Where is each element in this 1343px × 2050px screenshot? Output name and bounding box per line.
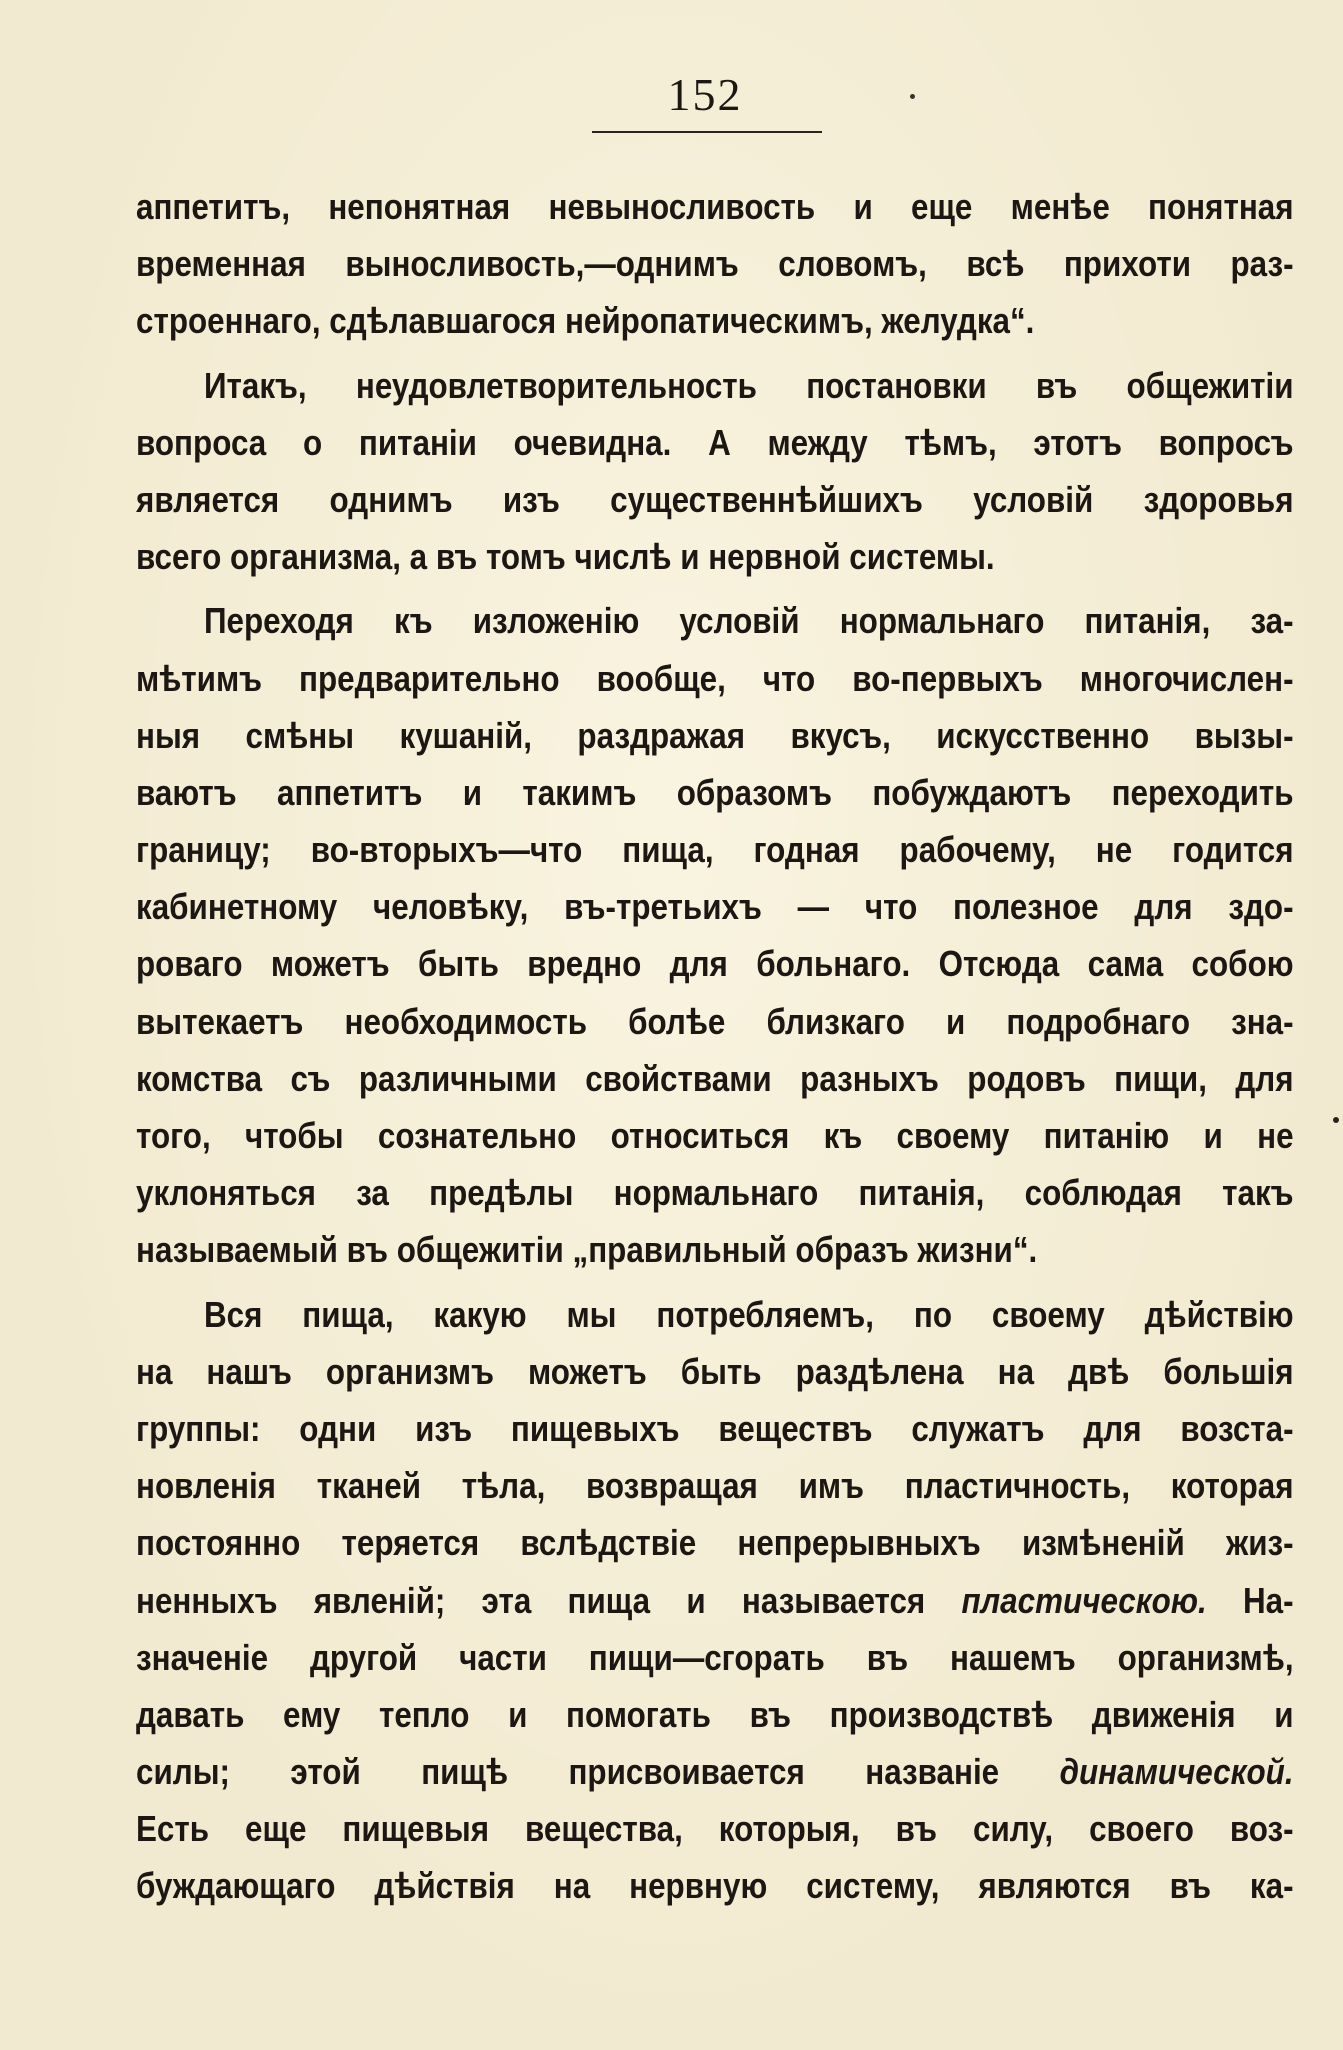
text-run: На- [1242,1579,1294,1621]
header-rule [592,131,822,133]
text-line: аппетитъ, непонятная невыносливость и еще менѣе понятная [136,186,1294,227]
text-line: значеніе другой части пищи—сгорать въ нашемъ организмѣ, [136,1636,1294,1678]
text-line: всего организма, а въ томъ числѣ и нервной системы. [136,536,995,578]
text-line: давать ему тепло и помогать въ производствѣ движенія и [136,1693,1294,1735]
text-line: границу; во-вторыхъ—что пища, годная рабочему, не годится [136,829,1294,871]
print-speck [910,94,915,99]
text-run: ненныхъ явленій; эта пища и называется [136,1579,926,1621]
text-line: строеннаго, сдѣлавшагося нейропатическимъ, желудка“. [136,300,1035,342]
text-line: уклоняться за предѣлы нормальнаго питанія, соблюдая такъ [136,1172,1294,1214]
text-line: постоянно теряется вслѣдствіе непрерывныхъ измѣненій жиз- [136,1522,1294,1564]
text-line: мѣтимъ предварительно вообще, что во-первыхъ многочислен- [136,657,1294,699]
page-number: 152 [667,69,743,120]
text-line: является однимъ изъ существеннѣйшихъ условій здоровья [136,478,1294,520]
text-line: Есть еще пищевыя вещества, которыя, въ силу, своего воз- [136,1808,1294,1850]
text-line: ныя смѣны кушаній, раздражая вкусъ, искусственно вызы- [136,714,1294,756]
text-line [136,1743,1294,1800]
text-line: группы: одни изъ пищевыхъ веществъ служатъ для возста- [136,1407,1294,1449]
text-line: комства съ различными свойствами разныхъ родовъ пищи, для [136,1057,1294,1099]
text-line: вытекаетъ необходимость болѣе близкаго и подробнаго зна- [136,1000,1294,1042]
text-line: буждающаго дѣйствія на нервную систему, являются въ ка- [136,1865,1294,1907]
text-line: кабинетному человѣку, въ-третьихъ — что полезное для здо- [136,886,1294,928]
text-line: новленія тканей тѣла, возвращая имъ пластичность, которая [136,1465,1294,1507]
text-run: силы; этой пищѣ присвоивается названіе [136,1751,1000,1793]
text-line: того, чтобы сознательно относиться къ своему питанію и не [136,1115,1294,1156]
margin-mark [1333,1117,1339,1123]
italic-term: динамической. [1059,1751,1294,1793]
text-line: временная выносливость,—однимъ словомъ, всѣ прихоти раз- [136,243,1294,285]
italic-term: пластическою. [961,1579,1207,1621]
text-line: Переходя къ изложенію условій нормальнаго питанія, за- [203,600,1294,642]
text-line: Вся пища, какую мы потребляемъ, по своему дѣйствію [203,1293,1294,1335]
text-line: роваго можетъ быть вредно для больнаго. Отсюда сама собою [136,943,1294,985]
text-line: вопроса о питаніи очевидна. А между тѣмъ, этотъ вопросъ [136,421,1294,463]
text-line: Итакъ, неудовлетворительность постановки въ общежитіи [203,364,1294,406]
text-line [136,1572,1294,1629]
text-line: называемый въ общежитіи „правильный образъ жизни“. [136,1229,1038,1271]
text-line: на нашъ организмъ можетъ быть раздѣлена на двѣ большія [136,1350,1294,1392]
text-line: ваютъ аппетитъ и такимъ образомъ побуждаютъ переходить [136,771,1294,813]
body-text [136,178,1294,1915]
